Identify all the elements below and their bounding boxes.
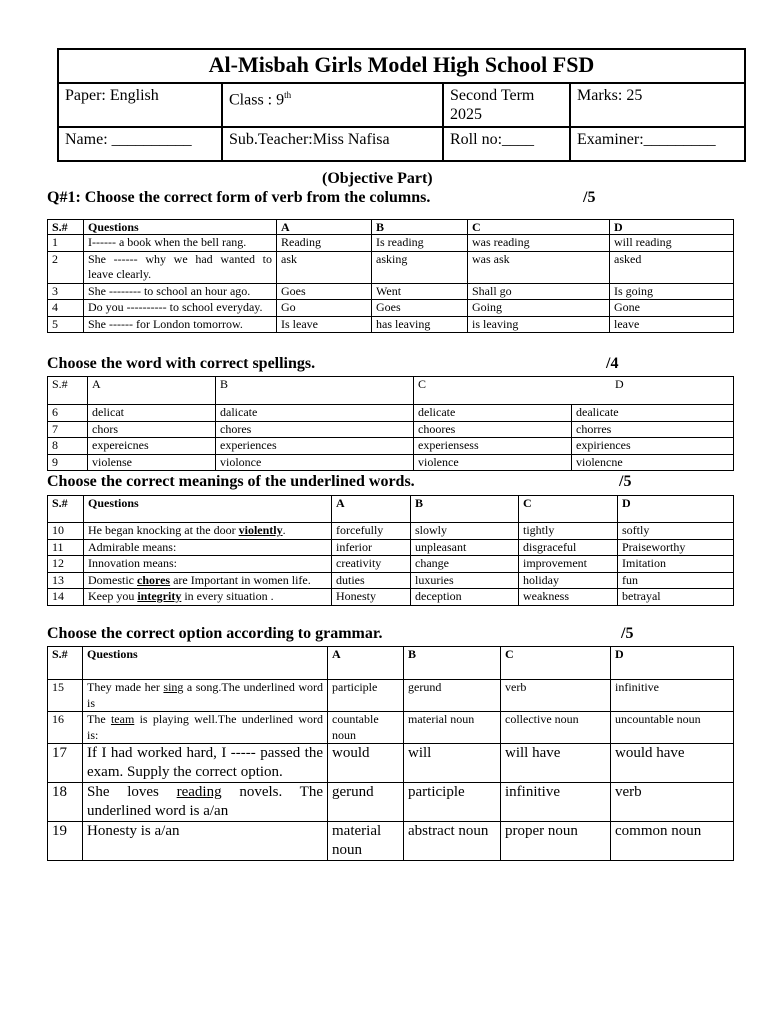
option-c: was ask	[468, 251, 610, 283]
option-d: chorres	[572, 421, 734, 438]
row-number: 4	[48, 300, 84, 317]
option-a: duties	[332, 572, 411, 589]
header-cell: A	[328, 647, 404, 680]
question-text	[83, 680, 328, 712]
row-number: 11	[48, 539, 84, 556]
row-number: 18	[48, 783, 83, 822]
option-d: infinitive	[611, 680, 734, 712]
term-cell: Second Term 2025	[443, 83, 570, 127]
option-d: verb	[611, 783, 734, 822]
option-b: asking	[372, 251, 468, 283]
question-pre: He began knocking at the door	[88, 523, 239, 537]
header-cell: B	[216, 377, 414, 405]
option-c: tightly	[519, 523, 618, 540]
table-row	[48, 744, 734, 783]
marks-cell: Marks: 25	[570, 83, 745, 127]
section3-heading	[47, 473, 632, 491]
option-d: Is going	[610, 283, 734, 300]
question-text	[84, 589, 332, 606]
row-number: 8	[48, 438, 88, 455]
header-table	[57, 48, 746, 162]
section2-marks: /4	[606, 355, 619, 372]
section2-table	[47, 376, 734, 471]
option-b: experiences	[216, 438, 414, 455]
header-cell-c: C	[418, 377, 427, 391]
header-cell: S.#	[48, 647, 83, 680]
question-pre: She loves	[87, 784, 177, 800]
row-number: 16	[48, 712, 83, 744]
option-a: gerund	[328, 783, 404, 822]
table-row	[48, 712, 734, 744]
table-row	[48, 556, 734, 573]
table-row	[48, 316, 734, 333]
option-a: would	[328, 744, 404, 783]
roll-cell: Roll no:____	[443, 127, 570, 161]
option-d: softly	[618, 523, 734, 540]
question-post: are Important in women life.	[170, 572, 311, 587]
option-d: leave	[610, 316, 734, 333]
question-text: Do you ---------- to school everyday.	[84, 300, 277, 317]
row-number: 19	[48, 822, 83, 861]
header-cell: C	[468, 220, 610, 235]
option-b: chores	[216, 421, 414, 438]
paper-cell: Paper: English	[58, 83, 222, 127]
option-d: dealicate	[572, 405, 734, 422]
table-row	[48, 405, 734, 422]
question-post: is playing well.The underlined word is:	[87, 712, 324, 742]
underlined-word: integrity	[137, 589, 182, 603]
section3-table	[47, 495, 734, 606]
header-cell: S.#	[48, 377, 88, 405]
table-header-row	[48, 220, 734, 235]
header-cell: Questions	[83, 647, 328, 680]
option-d: common noun	[611, 822, 734, 861]
option-a: Goes	[277, 283, 372, 300]
option-c: holiday	[519, 572, 618, 589]
question-text: She ------ why we had wanted to leave clearly.	[84, 251, 277, 283]
table-row	[48, 589, 734, 606]
table-row	[48, 680, 734, 712]
option-a: Go	[277, 300, 372, 317]
section3-marks: /5	[619, 473, 632, 490]
option-c: Shall go	[468, 283, 610, 300]
option-d: uncountable noun	[611, 712, 734, 744]
question-post: in every situation .	[181, 589, 274, 603]
row-number: 9	[48, 454, 88, 471]
question-text	[83, 712, 328, 744]
option-a: expereicnes	[88, 438, 216, 455]
header-cell: C	[519, 496, 618, 523]
header-cell-d: D	[615, 377, 624, 391]
option-c: disgraceful	[519, 539, 618, 556]
row-number: 3	[48, 283, 84, 300]
option-d: expiriences	[572, 438, 734, 455]
option-b: Went	[372, 283, 468, 300]
table-row	[48, 523, 734, 540]
option-b: will	[404, 744, 501, 783]
header-cell	[414, 377, 734, 405]
row-number: 14	[48, 589, 84, 606]
option-a: participle	[328, 680, 404, 712]
row-number: 10	[48, 523, 84, 540]
option-c: collective noun	[501, 712, 611, 744]
teacher-cell: Sub.Teacher:Miss Nafisa	[222, 127, 443, 161]
class-cell	[222, 83, 443, 127]
table-row	[48, 251, 734, 283]
table-row	[48, 283, 734, 300]
option-d: betrayal	[618, 589, 734, 606]
row-number: 17	[48, 744, 83, 783]
option-b: Goes	[372, 300, 468, 317]
option-b: luxuries	[411, 572, 519, 589]
class-label: Class : 9	[229, 91, 285, 109]
option-b: participle	[404, 783, 501, 822]
table-row	[48, 539, 734, 556]
examiner-cell: Examiner:_________	[570, 127, 745, 161]
option-c: will have	[501, 744, 611, 783]
question-post: novels. The underlined word is a/an	[87, 784, 323, 819]
header-cell: B	[411, 496, 519, 523]
table-row	[48, 822, 734, 861]
option-a: forcefully	[332, 523, 411, 540]
question-text: She -------- to school an hour ago.	[84, 283, 277, 300]
question-text: I------ a book when the bell rang.	[84, 235, 277, 252]
header-cell: B	[404, 647, 501, 680]
option-b: unpleasant	[411, 539, 519, 556]
option-a: Is leave	[277, 316, 372, 333]
option-a: Reading	[277, 235, 372, 252]
option-a: violense	[88, 454, 216, 471]
option-a: chors	[88, 421, 216, 438]
option-b: slowly	[411, 523, 519, 540]
question-text: Admirable means:	[84, 539, 332, 556]
header-cell: D	[611, 647, 734, 680]
header-cell: C	[501, 647, 611, 680]
question-pre: Domestic	[88, 572, 137, 587]
question-post: .	[282, 523, 286, 537]
table-row	[48, 421, 734, 438]
question-text	[84, 523, 332, 540]
underlined-word: team	[110, 712, 135, 726]
header-cell: S.#	[48, 220, 84, 235]
question-pre: Keep you	[88, 589, 138, 603]
section4-table	[47, 646, 734, 861]
row-number: 12	[48, 556, 84, 573]
header-cell: A	[88, 377, 216, 405]
section4-title: Choose the correct option according to grammar.	[47, 625, 383, 642]
question-post: a song.The underlined word is	[87, 680, 323, 710]
option-b: has leaving	[372, 316, 468, 333]
section3-title: Choose the correct meanings of the underlined words.	[47, 473, 415, 490]
question-text: Honesty is a/an	[83, 822, 328, 861]
table-header-row	[48, 496, 734, 523]
question-text: She ------ for London tomorrow.	[84, 316, 277, 333]
row-number: 7	[48, 421, 88, 438]
section4-heading	[47, 625, 634, 643]
option-c: choores	[414, 421, 572, 438]
table-row	[48, 438, 734, 455]
header-cell: Questions	[84, 496, 332, 523]
option-c: violence	[414, 454, 572, 471]
option-d: would have	[611, 744, 734, 783]
option-d: violencne	[572, 454, 734, 471]
table-header-row	[48, 377, 734, 405]
option-c: experiensess	[414, 438, 572, 455]
row-number: 1	[48, 235, 84, 252]
option-c: verb	[501, 680, 611, 712]
option-a: ask	[277, 251, 372, 283]
table-row	[48, 572, 734, 589]
option-d: Imitation	[618, 556, 734, 573]
option-c: was reading	[468, 235, 610, 252]
option-b: Is reading	[372, 235, 468, 252]
option-c: Going	[468, 300, 610, 317]
option-c: improvement	[519, 556, 618, 573]
table-row	[48, 454, 734, 471]
question-text	[83, 783, 328, 822]
section1-title: Q#1: Choose the correct form of verb from the columns.	[47, 189, 431, 206]
option-a: delicat	[88, 405, 216, 422]
option-b: change	[411, 556, 519, 573]
option-b: material noun	[404, 712, 501, 744]
header-cell: A	[277, 220, 372, 235]
option-a: Honesty	[332, 589, 411, 606]
row-number: 5	[48, 316, 84, 333]
option-d: fun	[618, 572, 734, 589]
option-c: infinitive	[501, 783, 611, 822]
section4-marks: /5	[621, 625, 634, 642]
option-a: inferior	[332, 539, 411, 556]
row-number: 13	[48, 572, 84, 589]
table-row	[48, 783, 734, 822]
underlined-word: reading	[176, 784, 222, 800]
underlined-word: sing	[163, 680, 184, 694]
header-cell: A	[332, 496, 411, 523]
question-pre: The	[87, 712, 111, 726]
row-number: 2	[48, 251, 84, 283]
option-b: gerund	[404, 680, 501, 712]
table-row	[48, 300, 734, 317]
option-b: dalicate	[216, 405, 414, 422]
option-b: abstract noun	[404, 822, 501, 861]
header-cell: D	[610, 220, 734, 235]
section1-heading	[47, 189, 596, 207]
option-a: creativity	[332, 556, 411, 573]
option-d: Praiseworthy	[618, 539, 734, 556]
section2-title: Choose the word with correct spellings.	[47, 355, 316, 372]
option-c: delicate	[414, 405, 572, 422]
section1-table	[47, 219, 734, 333]
option-b: deception	[411, 589, 519, 606]
option-d: will reading	[610, 235, 734, 252]
option-d: asked	[610, 251, 734, 283]
option-a: countable noun	[328, 712, 404, 744]
question-pre: They made her	[87, 680, 164, 694]
header-cell: B	[372, 220, 468, 235]
question-text: If I had worked hard, I ----- passed the exam. Supply the correct option.	[83, 744, 328, 783]
name-cell: Name: __________	[58, 127, 222, 161]
row-number: 15	[48, 680, 83, 712]
header-cell: D	[618, 496, 734, 523]
question-text: Innovation means:	[84, 556, 332, 573]
option-c: weakness	[519, 589, 618, 606]
option-c: is leaving	[468, 316, 610, 333]
section2-heading	[47, 355, 619, 373]
school-name: Al-Misbah Girls Model High School FSD	[58, 49, 745, 83]
objective-title: (Objective Part)	[322, 170, 433, 187]
table-header-row	[48, 647, 734, 680]
row-number: 6	[48, 405, 88, 422]
option-b: violonce	[216, 454, 414, 471]
header-cell: Questions	[84, 220, 277, 235]
option-d: Gone	[610, 300, 734, 317]
header-cell: S.#	[48, 496, 84, 523]
question-text	[84, 572, 332, 589]
section1-marks: /5	[583, 189, 596, 206]
table-row	[48, 235, 734, 252]
underlined-word: violently	[238, 523, 283, 537]
underlined-word: chores	[137, 572, 171, 587]
option-c: proper noun	[501, 822, 611, 861]
option-a: material noun	[328, 822, 404, 861]
class-suffix: th	[284, 90, 292, 100]
